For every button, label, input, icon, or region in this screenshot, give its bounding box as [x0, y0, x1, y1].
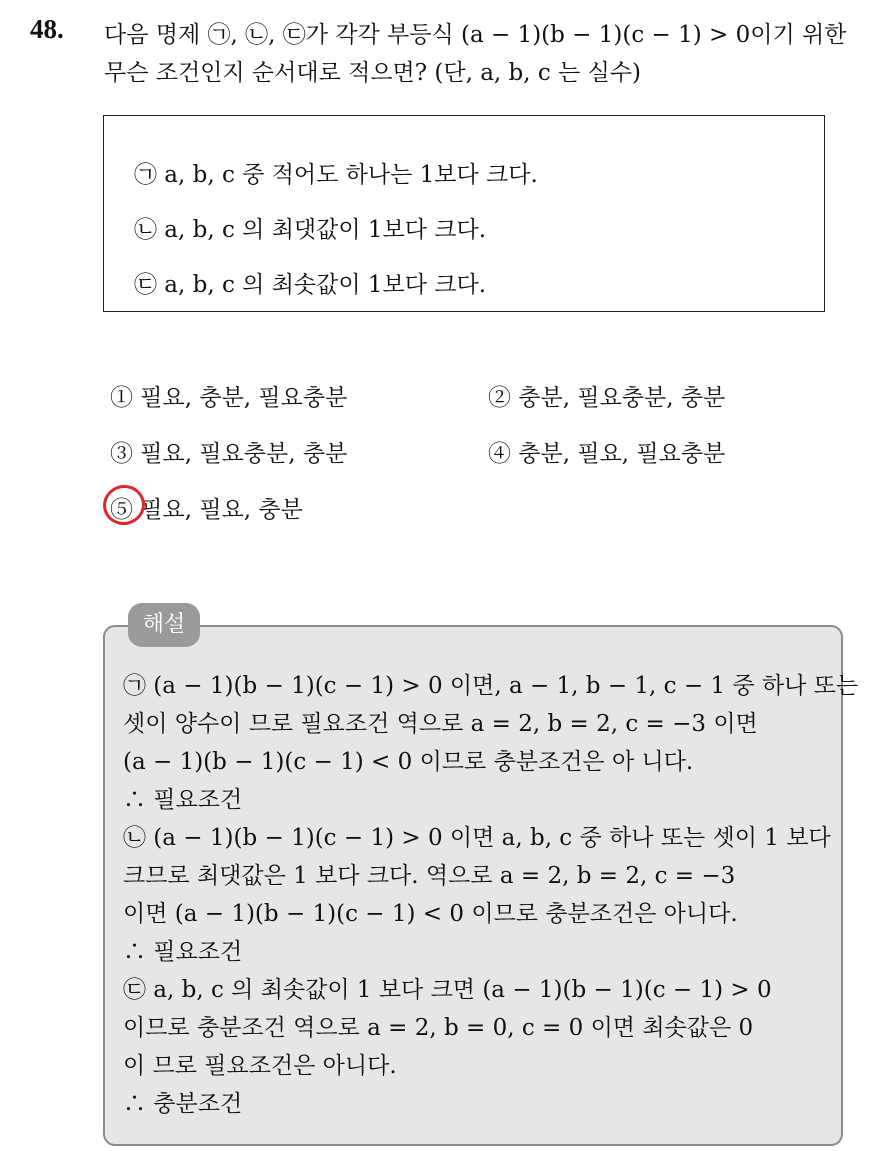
choice-3[interactable]: ③ 필요, 필요충분, 충분 — [110, 441, 348, 467]
choice-4[interactable]: ④ 충분, 필요, 필요충분 — [488, 441, 726, 467]
solution-conclusion: ∴ 충분조건 — [123, 1091, 243, 1117]
solution-line: (a − 1)(b − 1)(c − 1) < 0 이므로 충분조건은 아 니다. — [123, 749, 694, 775]
statements-box — [103, 115, 825, 312]
solution-line: 셋이 양수이 므로 필요조건 역으로 a = 2, b = 2, c = −3 이면 — [123, 711, 758, 737]
solution-line: ㉢ a, b, c 의 최솟값이 1 보다 크면 (a − 1)(b − 1)(c − 1) > 0 — [123, 977, 772, 1003]
solution-line: ㉠ (a − 1)(b − 1)(c − 1) > 0 이면, a − 1, b − 1, c − 1 중 하나 또는 — [123, 673, 859, 699]
solution-conclusion: ∴ 필요조건 — [123, 939, 243, 965]
solution-line: 이므로 충분조건 역으로 a = 2, b = 0, c = 0 이면 최솟값은 0 — [123, 1015, 754, 1041]
question-text-line1: 다음 명제 ㉠, ㉡, ㉢가 각각 부등식 (a − 1)(b − 1)(c − 1) > 0이기 위한 — [104, 22, 847, 48]
solution-line: 이면 (a − 1)(b − 1)(c − 1) < 0 이므로 충분조건은 아니다. — [123, 901, 738, 927]
statement-1: ㉠ a, b, c 중 적어도 하나는 1보다 크다. — [134, 162, 538, 188]
statement-2: ㉡ a, b, c 의 최댓값이 1보다 크다. — [134, 217, 487, 243]
question-number: 48. — [30, 14, 64, 44]
choice-1[interactable]: ① 필요, 충분, 필요충분 — [110, 385, 348, 411]
choice-2[interactable]: ② 충분, 필요충분, 충분 — [488, 385, 726, 411]
solution-line: ㉡ (a − 1)(b − 1)(c − 1) > 0 이면 a, b, c 중 하나 또는 셋이 1 보다 — [123, 825, 831, 851]
solution-label: 해설 — [128, 603, 200, 647]
solution-line: 크므로 최댓값은 1 보다 크다. 역으로 a = 2, b = 2, c = −3 — [123, 863, 736, 889]
statement-3: ㉢ a, b, c 의 최솟값이 1보다 크다. — [134, 272, 487, 298]
choice-5[interactable]: ⑤ 필요, 필요, 충분 — [110, 497, 303, 523]
solution-line: 이 므로 필요조건은 아니다. — [123, 1053, 397, 1079]
solution-conclusion: ∴ 필요조건 — [123, 787, 243, 813]
question-text-line2: 무슨 조건인지 순서대로 적으면? (단, a, b, c 는 실수) — [104, 60, 642, 86]
